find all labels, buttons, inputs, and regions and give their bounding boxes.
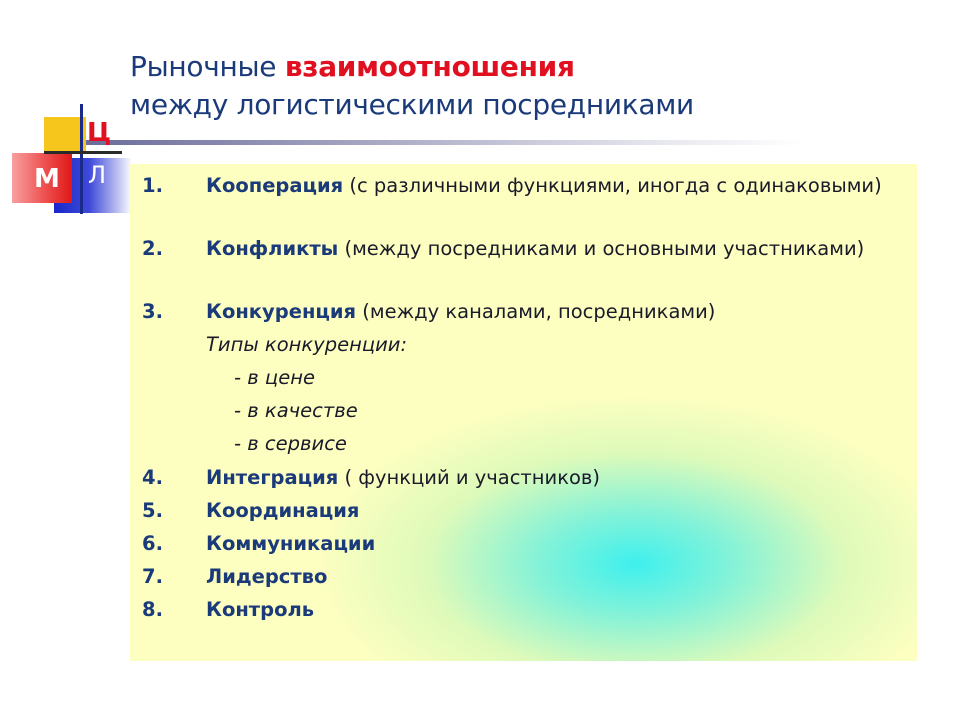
item-number: 1. xyxy=(142,174,163,197)
list-item xyxy=(142,298,902,331)
competition-type-quality: - в качестве xyxy=(234,399,358,422)
item-term: Лидерство xyxy=(206,565,328,588)
item-term: Кооперация xyxy=(206,174,344,197)
item-number: 6. xyxy=(142,532,163,555)
logo-horizontal-line xyxy=(44,151,122,154)
competition-types-heading: Типы конкуренции: xyxy=(206,333,408,356)
item-number: 4. xyxy=(142,466,163,489)
item-term: Координация xyxy=(206,499,360,522)
list-item xyxy=(142,563,902,596)
list-item xyxy=(142,497,902,530)
item-term: Конкуренция xyxy=(206,300,357,323)
slide-title xyxy=(130,48,890,124)
item-number: 8. xyxy=(142,598,163,621)
logo-letter-l: Л xyxy=(88,161,107,189)
title-line-1 xyxy=(130,48,890,86)
list-item xyxy=(142,464,902,497)
item-description: (между каналами, посредниками) xyxy=(356,300,716,323)
logo-vertical-line xyxy=(80,104,83,214)
title-line-2: между логистическими посредниками xyxy=(130,88,694,121)
item-number: 5. xyxy=(142,499,163,522)
item-term: Коммуникации xyxy=(206,532,376,555)
logo-letter-c: Ц xyxy=(87,118,112,148)
item-description: ( функций и участников) xyxy=(338,466,601,489)
item-term: Контроль xyxy=(206,598,315,621)
logo-letter-m: М xyxy=(34,164,60,194)
item-description: (с различными функциями, иногда с одинаковыми) xyxy=(343,174,882,197)
item-number: 2. xyxy=(142,237,163,260)
list-item xyxy=(142,530,902,563)
title-highlight: взаимоотношения xyxy=(284,50,575,83)
title-part-1: Рыночные xyxy=(130,50,285,83)
list-item xyxy=(142,596,902,629)
relations-list xyxy=(142,172,902,629)
title-divider xyxy=(82,140,802,145)
list-item xyxy=(142,172,902,235)
item-number: 7. xyxy=(142,565,163,588)
item-term: Интеграция xyxy=(206,466,339,489)
content-box xyxy=(130,164,917,661)
competition-type-price: - в цене xyxy=(234,366,315,389)
competition-type-service: - в сервисе xyxy=(234,432,347,455)
list-item xyxy=(142,235,902,298)
item-term: Конфликты xyxy=(206,237,339,260)
item-description: (между посредниками и основными участниками) xyxy=(338,237,865,260)
item-number: 3. xyxy=(142,300,163,323)
